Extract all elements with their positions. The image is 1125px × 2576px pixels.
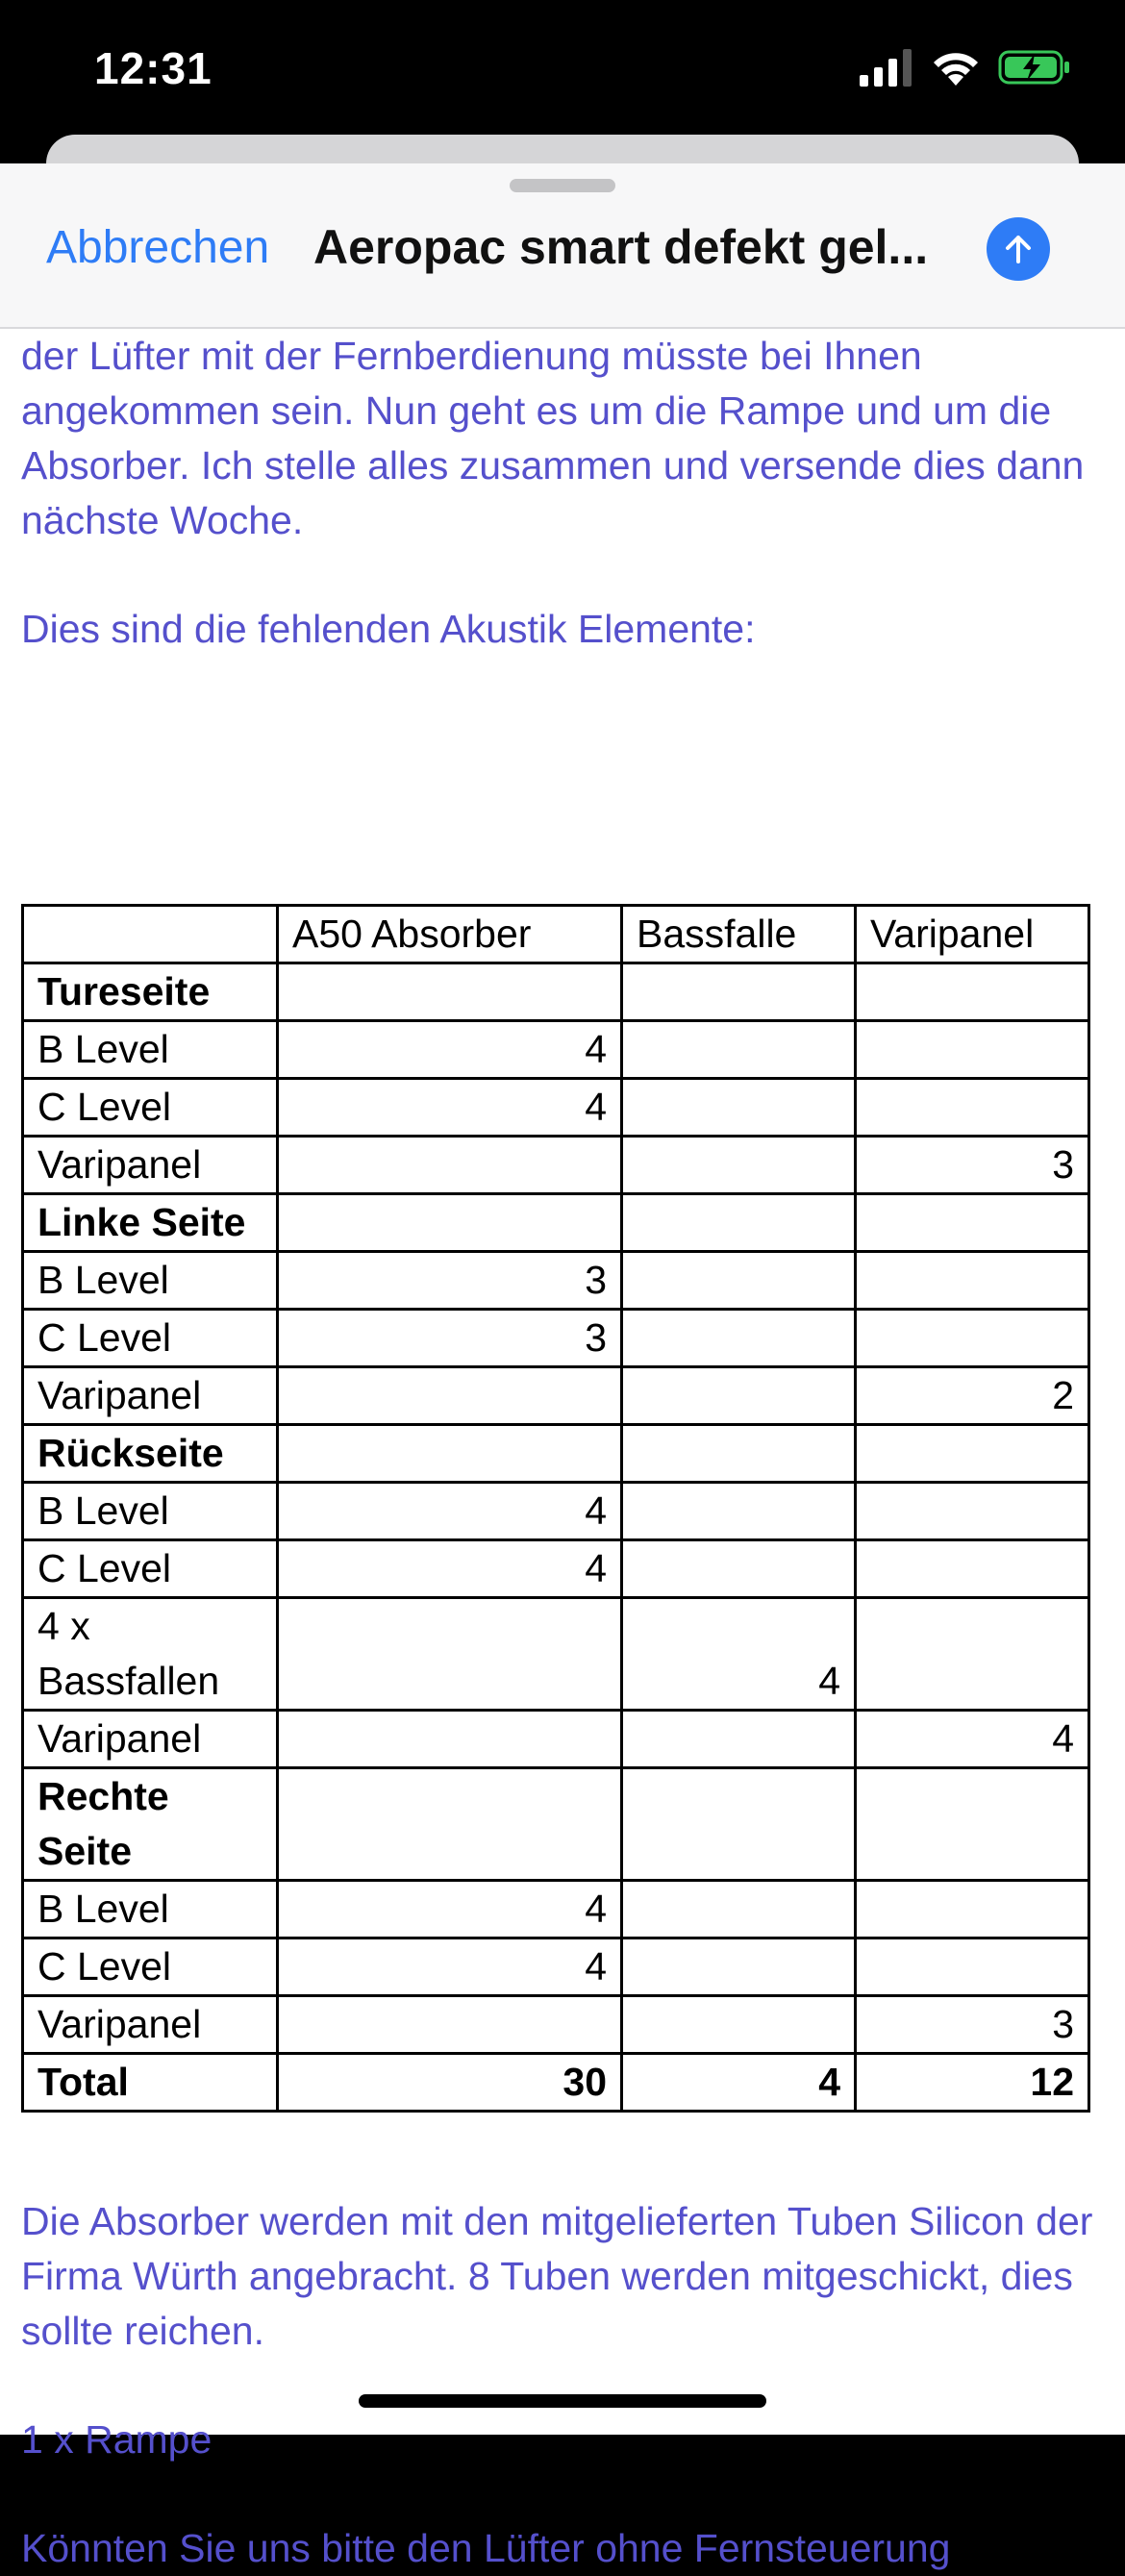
value-cell [622,1367,856,1425]
value-cell [278,1711,622,1768]
closing-paragraph: Könnten Sie uns bitte den Lüfter ohne Fernsteuerung [21,2526,951,2570]
value-cell [278,1137,622,1194]
row-label-cell: C Level [23,1079,278,1137]
value-cell [856,1310,1089,1367]
row-label-cell: C Level [23,1938,278,1996]
value-cell [278,1425,622,1483]
row-label-cell: Varipanel [23,1711,278,1768]
send-button[interactable] [987,217,1050,281]
value-cell [278,963,622,1021]
row-label-cell: Total [23,2054,278,2112]
value-cell [622,1425,856,1483]
value-cell [856,1768,1089,1881]
sheet-grabber[interactable] [510,179,615,192]
table-header-row [23,906,1089,963]
silicon-paragraph: Die Absorber werden mit den mitgelieferten Tuben Silicon der Firma Würth angebracht. 8 Tuben werden mitgeschickt, dies sollte reichen. [21,2199,1093,2353]
value-cell [622,1483,856,1540]
battery-charging-icon [998,48,1071,87]
elements-table [21,904,1090,2113]
value-cell: 4 [278,1483,622,1540]
value-cell [856,1021,1089,1079]
row-label-cell: Tureseite [23,963,278,1021]
row-label-cell: B Level [23,1021,278,1079]
lead-paragraph: Dies sind die fehlenden Akustik Elemente: [21,607,756,651]
value-cell [622,1881,856,1938]
value-cell [622,1310,856,1367]
value-cell: 4 [278,1881,622,1938]
value-cell [856,1425,1089,1483]
cellular-signal-icon [860,48,913,87]
row-label-cell: Rückseite [23,1425,278,1483]
value-cell [278,1768,622,1881]
value-cell [622,1194,856,1252]
home-indicator [359,2394,766,2408]
value-cell [278,1996,622,2054]
rampe-paragraph: 1 x Rampe [21,2417,212,2462]
row-label-cell: Linke Seite [23,1194,278,1252]
table-row [23,1938,1089,1996]
value-cell: 3 [856,1137,1089,1194]
value-cell [856,1194,1089,1252]
value-cell [622,1137,856,1194]
row-label-cell: Varipanel [23,1367,278,1425]
row-label-cell: C Level [23,1540,278,1598]
row-label-cell: B Level [23,1252,278,1310]
row-label-cell: B Level [23,1881,278,1938]
value-cell: 4 [622,2054,856,2112]
value-cell: 4 [278,1079,622,1137]
status-time: 12:31 [94,43,212,93]
intro-paragraph: der Lüfter mit der Fernberdienung müsste bei Ihnen angekommen sein. Nun geht es um die Rampe und um die Absorber. Ich stelle alles zusammen und versende dies dann nächste Woche. [21,334,1085,542]
cancel-button[interactable]: Abbrechen [46,222,270,273]
value-cell [622,963,856,1021]
row-label-cell: B Level [23,1483,278,1540]
wifi-icon [931,48,981,87]
value-cell: 12 [856,2054,1089,2112]
table-row [23,963,1089,1021]
table-header-cell: A50 Absorber [278,906,622,963]
value-cell [856,1252,1089,1310]
table-row [23,1252,1089,1310]
mail-subject: Aeropac smart defekt gel... [313,220,929,274]
compose-sheet [0,163,1125,2570]
value-cell: 4 [622,1598,856,1711]
value-cell: 4 [856,1711,1089,1768]
table-row [23,1194,1089,1252]
value-cell [622,1996,856,2054]
value-cell: 2 [856,1367,1089,1425]
row-label-cell: Varipanel [23,1996,278,2054]
value-cell: 4 [278,1021,622,1079]
value-cell: 3 [278,1252,622,1310]
table-row [23,1425,1089,1483]
table-row [23,1711,1089,1768]
compose-header [0,163,1125,329]
value-cell [856,1483,1089,1540]
value-cell [856,1881,1089,1938]
table-header-cell [23,906,278,963]
value-cell [856,1079,1089,1137]
table-row [23,1021,1089,1079]
value-cell [622,1711,856,1768]
table-row [23,1137,1089,1194]
table-row [23,1598,1089,1711]
status-bar [0,0,1125,144]
value-cell [622,1079,856,1137]
table-row [23,1996,1089,2054]
value-cell [278,1367,622,1425]
table-row [23,1540,1089,1598]
table-row [23,1079,1089,1137]
row-label-cell: Varipanel [23,1137,278,1194]
value-cell [278,1598,622,1711]
row-label-cell: 4 x Bassfallen [23,1598,278,1711]
value-cell [856,1540,1089,1598]
value-cell [622,1252,856,1310]
value-cell: 4 [278,1540,622,1598]
row-label-cell: C Level [23,1310,278,1367]
table-row [23,1768,1089,1881]
row-label-cell: Rechte Seite [23,1768,278,1881]
value-cell [856,963,1089,1021]
value-cell: 30 [278,2054,622,2112]
value-cell [856,1938,1089,1996]
table-row [23,1367,1089,1425]
value-cell: 3 [278,1310,622,1367]
value-cell [622,1938,856,1996]
table-row [23,1483,1089,1540]
value-cell [622,1540,856,1598]
table-header-cell: Varipanel [856,906,1089,963]
table-total-row [23,2054,1089,2112]
table-row [23,1881,1089,1938]
value-cell [278,1194,622,1252]
value-cell [622,1021,856,1079]
value-cell [856,1598,1089,1711]
value-cell: 4 [278,1938,622,1996]
value-cell [622,1768,856,1881]
table-header-cell: Bassfalle [622,906,856,963]
status-icons [860,48,1071,87]
table-row [23,1310,1089,1367]
arrow-up-icon [1001,232,1036,266]
value-cell: 3 [856,1996,1089,2054]
